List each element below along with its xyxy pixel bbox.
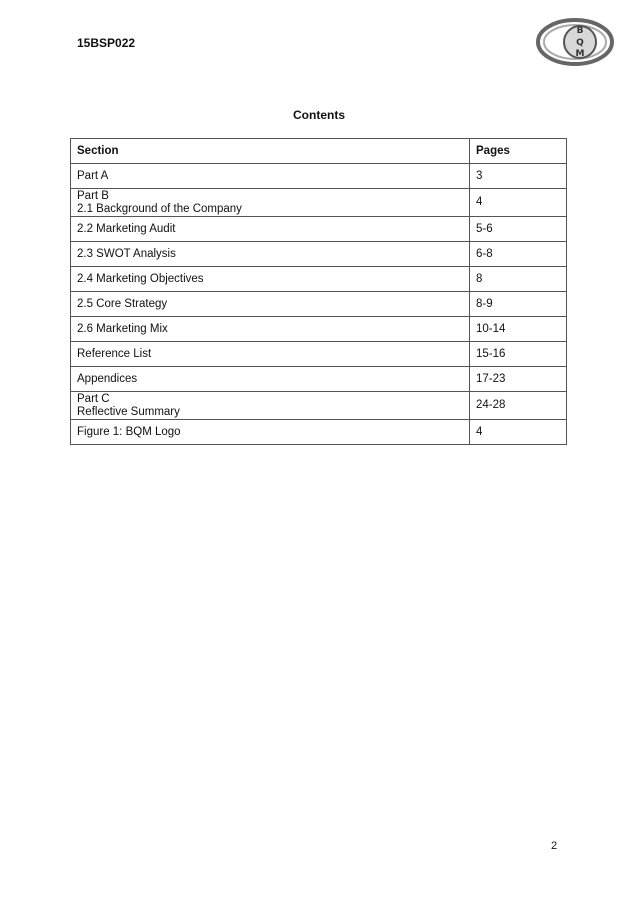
document-id: 15BSP022 (77, 36, 136, 50)
svg-text:M: M (575, 49, 585, 59)
section-cell (71, 420, 470, 445)
page-number: 2 (551, 840, 558, 852)
pages-cell: 24-28 (470, 392, 567, 420)
pages-cell: 6-8 (470, 242, 567, 267)
contents-table (70, 138, 567, 445)
section-cell (71, 367, 470, 392)
section-line: 2.5 Core Strategy (77, 298, 168, 310)
table-row (71, 420, 567, 445)
pages-cell: 4 (470, 189, 567, 217)
pages-cell: 15-16 (470, 342, 567, 367)
section-line: Part C (77, 392, 110, 405)
table-row (71, 317, 567, 342)
table-row (71, 392, 567, 420)
bqm-logo (536, 16, 614, 68)
section-cell (71, 217, 470, 242)
page-title: Contents (293, 108, 345, 122)
table-row (71, 164, 567, 189)
table-row (71, 189, 567, 217)
section-header: Section (71, 139, 470, 164)
section-cell (71, 164, 470, 189)
section-cell (71, 317, 470, 342)
section-line: Reference List (77, 348, 152, 360)
section-cell (71, 267, 470, 292)
pages-cell: 4 (470, 420, 567, 445)
pages-cell: 5-6 (470, 217, 567, 242)
pages-cell: 10-14 (470, 317, 567, 342)
section-cell (71, 292, 470, 317)
section-line: 2.1 Background of the Company (77, 202, 242, 215)
pages-cell: 8-9 (470, 292, 567, 317)
svg-text:B: B (576, 26, 584, 36)
section-cell (71, 189, 470, 217)
pages-cell: 8 (470, 267, 567, 292)
section-line: Reflective Summary (77, 405, 180, 418)
section-line: Appendices (77, 373, 138, 385)
table-row (71, 342, 567, 367)
section-line: 2.3 SWOT Analysis (77, 248, 176, 260)
pages-cell: 17-23 (470, 367, 567, 392)
table-row (71, 217, 567, 242)
table-row (71, 292, 567, 317)
section-line: 2.4 Marketing Objectives (77, 273, 204, 285)
svg-text:Q: Q (576, 38, 584, 48)
section-cell (71, 392, 470, 420)
section-cell (71, 342, 470, 367)
pages-header: Pages (470, 139, 567, 164)
section-line: Part A (77, 170, 109, 182)
table-row (71, 267, 567, 292)
table-row (71, 367, 567, 392)
pages-cell: 3 (470, 164, 567, 189)
section-cell (71, 242, 470, 267)
section-line: 2.2 Marketing Audit (77, 223, 176, 235)
section-line: 2.6 Marketing Mix (77, 323, 168, 335)
table-header-row (71, 139, 567, 164)
table-row (71, 242, 567, 267)
section-line: Part B (77, 189, 109, 202)
section-line: Figure 1: BQM Logo (77, 426, 181, 438)
